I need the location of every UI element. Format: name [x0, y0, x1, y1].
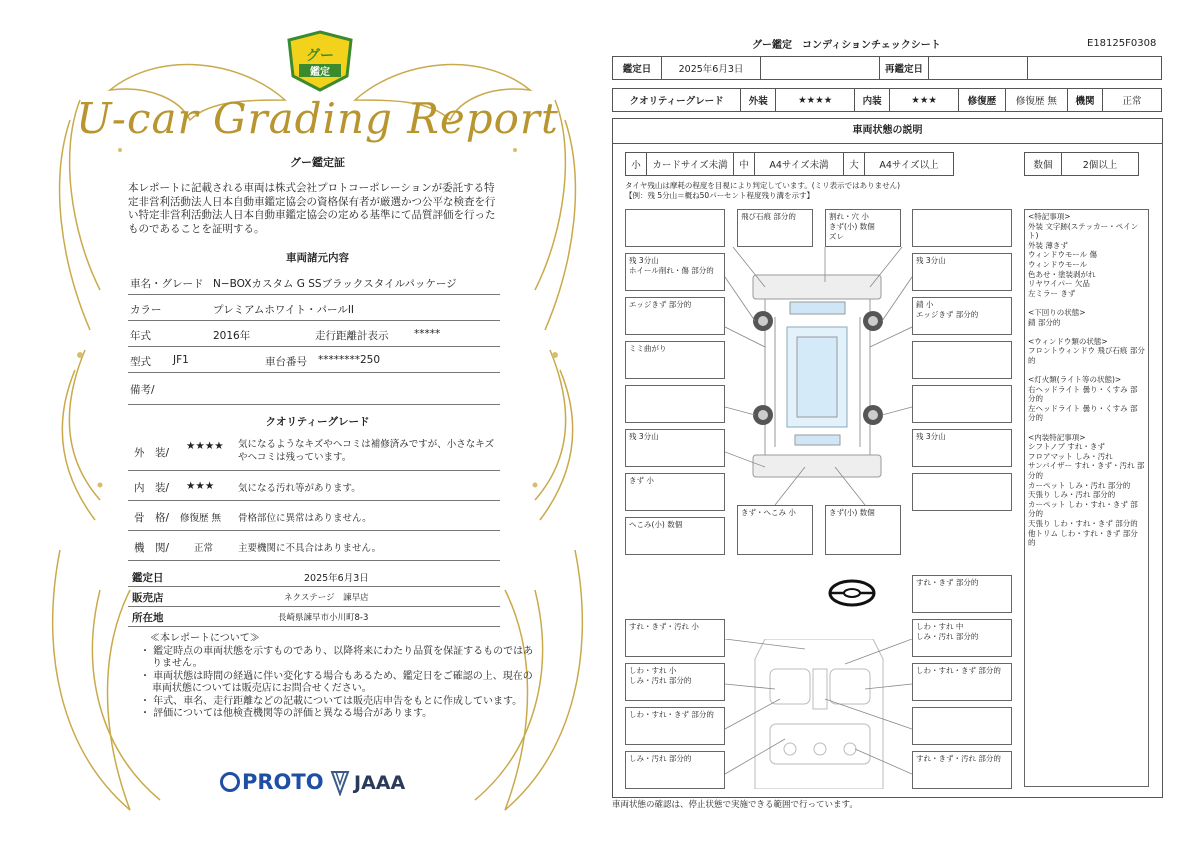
ext-box-bottom-2: きず・へこみ 小: [737, 505, 813, 555]
note-item: ・ 評価については他検査機関等の評価と異なる場合があります。: [140, 708, 433, 719]
grade-table: [612, 88, 1162, 112]
certificate-statement: 本レポートに記載される車両は株式会社プロトコーポレーションが委託する特定非営利活動法人日本自動車鑑定協会の資格保有者が厳選かつ公平な検査を行い特定非営利活動法人日本自動車鑑定協会の定める基準にて品質評価を行ったものであることを証明する。: [128, 182, 496, 235]
legend-desc: A4サイズ以上: [865, 153, 954, 176]
report-notes: [140, 633, 540, 721]
note-item: ・ 年式、車名、走行距離などの記載については販売店申告をもとに作成しています。: [140, 695, 523, 707]
info-row-date: [128, 566, 500, 587]
int-box-right-3: [912, 707, 1012, 745]
spec-remarks-label: 備考/: [130, 384, 155, 396]
goo-kantei-badge: [285, 30, 355, 92]
sheet-id: E18125F0308: [1087, 38, 1157, 49]
tire-note: タイヤ残山は摩耗の程度を目視により判定しています。(ミリ表示ではありません): [625, 181, 901, 190]
legend-desc: A4サイズ未満: [755, 153, 844, 176]
info-addr-label: 所在地: [132, 612, 164, 624]
grade-row-interior: [128, 472, 500, 501]
int-box-steering: すれ・きず 部分的: [912, 575, 1012, 613]
int-box-left-1: すれ・きず・汚れ 小: [625, 619, 725, 657]
ext-label: 外装: [741, 89, 776, 112]
legend-size: 大: [844, 153, 865, 176]
int-stars: ★★★: [890, 89, 959, 112]
spec-row-year: [128, 322, 500, 347]
note-item: ・ 車両状態は時間の経過に伴い変化する場合もあるため、鑑定日をご確認の上、現在の車両状態については販売店にお問合せください。: [140, 670, 533, 694]
info-date-label: 鑑定日: [132, 572, 164, 584]
spec-color-value: プレミアムホワイト・パールII: [213, 304, 355, 316]
spec-model-label: 型式: [130, 356, 151, 368]
grade-heading: クオリティーグレード: [265, 416, 370, 428]
ext-box-left-5: [625, 385, 725, 423]
spec-color-label: カラー: [130, 304, 162, 316]
spec-mileage-label: 走行距離計表示: [315, 330, 389, 342]
jaaa-logo-text: JAAA: [354, 772, 406, 794]
count-legend: [1024, 152, 1139, 176]
int-box-right-2: しわ・すれ・きず 部分的: [912, 663, 1012, 701]
engine-label: 機関: [1068, 89, 1103, 112]
spec-mileage-value: *****: [414, 328, 441, 340]
int-box-left-4: しみ・汚れ 部分的: [625, 751, 725, 789]
legend-desc: カードサイズ未満: [647, 153, 734, 176]
spec-model-value: JF1: [173, 354, 189, 366]
proto-logo-text: PROTO: [242, 770, 324, 794]
car-interior-diagram: [725, 639, 912, 789]
spec-year-label: 年式: [130, 330, 151, 342]
tire-example: 【例：残 5分山＝概ね50パーセント程度残り溝を示す】: [625, 191, 815, 200]
repair-label: 修復歴: [959, 89, 1006, 112]
spec-row-color: [128, 296, 500, 321]
specs-heading: 車両諸元内容: [286, 252, 349, 264]
sheet-title: グー鑑定 コンディションチェックシート: [752, 40, 941, 51]
ext-box-left-7: きず 小: [625, 473, 725, 511]
grade-frame-label: 骨 格/: [134, 512, 170, 524]
date-table: [612, 56, 1162, 80]
legend-count: 数個: [1025, 153, 1062, 176]
grade-engine-label: 機 関/: [134, 542, 170, 554]
info-addr-value: 長崎県諫早市小川町8-3: [278, 613, 369, 623]
spec-row-model: [128, 348, 500, 373]
repair-value: 修復歴 無: [1005, 89, 1067, 112]
size-legend: [625, 152, 954, 176]
ext-box-top-2: 飛び石痕 部分的: [737, 209, 813, 247]
ext-box-top-left: [625, 209, 725, 247]
grade-row-exterior: [128, 432, 500, 471]
spec-name-label: 車名・グレード: [130, 278, 204, 290]
notes-heading: ≪本レポートについて≫: [150, 633, 260, 644]
grade-frame-value: 修復歴 無: [180, 513, 222, 524]
info-row-address: [128, 607, 500, 627]
info-shop-value: ネクステージ 諫早店: [284, 593, 369, 603]
legend-count-desc: 2個以上: [1062, 153, 1139, 176]
blank-cell: [761, 57, 880, 80]
ext-box-bottom-3: きず(小) 数個: [825, 505, 901, 555]
reappraisal-label: 再鑑定日: [880, 57, 929, 80]
ext-box-right-4: [912, 341, 1012, 379]
vehicle-condition-frame: [612, 118, 1163, 798]
ext-box-right-3: 錆 小 エッジきず 部分的: [912, 297, 1012, 335]
ext-box-left-4: ミミ曲がり: [625, 341, 725, 379]
ext-box-top-right: [912, 209, 1012, 247]
proto-logo-icon: [220, 772, 240, 792]
grade-row-frame: [128, 502, 500, 531]
info-shop-label: 販売店: [132, 592, 164, 604]
ext-box-left-3: エッジきず 部分的: [625, 297, 725, 335]
certificate-heading: グー鑑定証: [290, 156, 345, 169]
spec-year-value: 2016年: [213, 330, 251, 342]
jaaa-logo-icon: [330, 770, 350, 796]
quality-grade-label: クオリティーグレード: [613, 89, 741, 112]
spec-row-name: [128, 270, 500, 295]
steering-wheel-icon: [827, 579, 877, 607]
car-exterior-diagram: [725, 247, 912, 507]
int-box-right-1: しわ・すれ 中 しみ・汚れ 部分的: [912, 619, 1012, 657]
grade-row-engine: [128, 532, 500, 561]
grade-int-stars: ★★★: [186, 480, 215, 492]
grade-ext-text: 気になるようなキズやヘコミは補修済みですが、小さなキズやヘコミは残っています。: [238, 439, 495, 463]
int-box-left-2: しわ・すれ 小 しみ・汚れ 部分的: [625, 663, 725, 701]
ext-box-left-2: 残 3分山 ホイール削れ・傷 部分的: [625, 253, 725, 291]
ext-box-top-3: 割れ・穴 小 きず(小) 数個 ズレ: [825, 209, 901, 247]
grade-engine-text: 主要機関に不具合はありません。: [238, 543, 382, 554]
spec-name-value: N−BOXカスタム G SSブラックスタイルパッケージ: [213, 278, 457, 290]
date-value: 2025年6月3日: [662, 57, 761, 80]
legend-size: 中: [734, 153, 755, 176]
date-label: 鑑定日: [613, 57, 662, 80]
ext-stars: ★★★★: [776, 89, 855, 112]
info-date-value: 2025年6月3日: [304, 573, 369, 584]
spec-chassis-value: ********250: [318, 354, 381, 366]
grade-int-text: 気になる汚れ等があります。: [238, 483, 361, 494]
grade-ext-stars: ★★★★: [186, 440, 224, 452]
grade-frame-text: 骨格部位に異常はありません。: [238, 513, 372, 524]
svg-text:鑑定: 鑑定: [310, 67, 330, 78]
spec-chassis-label: 車台番号: [265, 356, 307, 368]
footer-note: 車両状態の確認は、停止状態で実施できる範囲で行っています。: [612, 800, 858, 810]
engine-value: 正常: [1103, 89, 1162, 112]
ext-box-right-2: 残 3分山: [912, 253, 1012, 291]
svg-text:グー: グー: [306, 48, 334, 64]
grade-ext-label: 外 装/: [134, 447, 170, 459]
note-item: ・ 鑑定時点の車両状態を示すものであり、以降将来にわたり品質を保証するものではありません。: [140, 645, 534, 669]
info-row-shop: [128, 587, 500, 607]
condition-check-sheet: [612, 34, 1164, 810]
report-title: U-car Grading Report: [76, 94, 559, 143]
ext-box-right-7: [912, 473, 1012, 511]
reappraisal-value: [929, 57, 1028, 80]
ext-box-right-6: 残 3分山: [912, 429, 1012, 467]
blank-cell: [1028, 57, 1162, 80]
int-box-left-3: しわ・すれ・きず 部分的: [625, 707, 725, 745]
grade-int-label: 内 装/: [134, 482, 170, 494]
int-box-right-4: すれ・きず・汚れ 部分的: [912, 751, 1012, 789]
int-label: 内装: [855, 89, 890, 112]
ext-box-left-8: へこみ(小) 数個: [625, 517, 725, 555]
special-notes-box: <特記事項> 外装 文字跡(ステッカー・ペイント) 外装 薄きず ウィンドウモール 傷 ウィンドウモール 色あせ・塗装剥がれ リヤワイパー 欠品 左ミラー きず <下回りの状態> 錆 部分的 <ウィンドウ類の状態> フロントウィンドウ 飛び石痕 部分的 <灯火類(ライト等の状態)> 右ヘッドライト 曇り・くすみ 部分的 左ヘッドライト 曇り・くすみ 部分的 <内装特記事項> シフトノブ すれ・きず フロアマット しみ・汚れ サンバイザー すれ・きず・汚れ 部分的 カーペット しみ・汚れ 部分的 天張り しみ・汚れ 部分的 カーペット しわ・すれ・きず 部分的 天張り しわ・すれ・きず 部分的 他トリム しわ・すれ・きず 部分的: [1024, 209, 1149, 787]
ext-box-left-6: 残 3分山: [625, 429, 725, 467]
grade-engine-value: 正常: [194, 543, 214, 554]
legend-size: 小: [626, 153, 647, 176]
ext-box-right-5: [912, 385, 1012, 423]
spec-row-remarks: [128, 374, 500, 405]
certificate-panel: [40, 30, 595, 830]
section-title: 車両状態の説明: [613, 119, 1162, 144]
